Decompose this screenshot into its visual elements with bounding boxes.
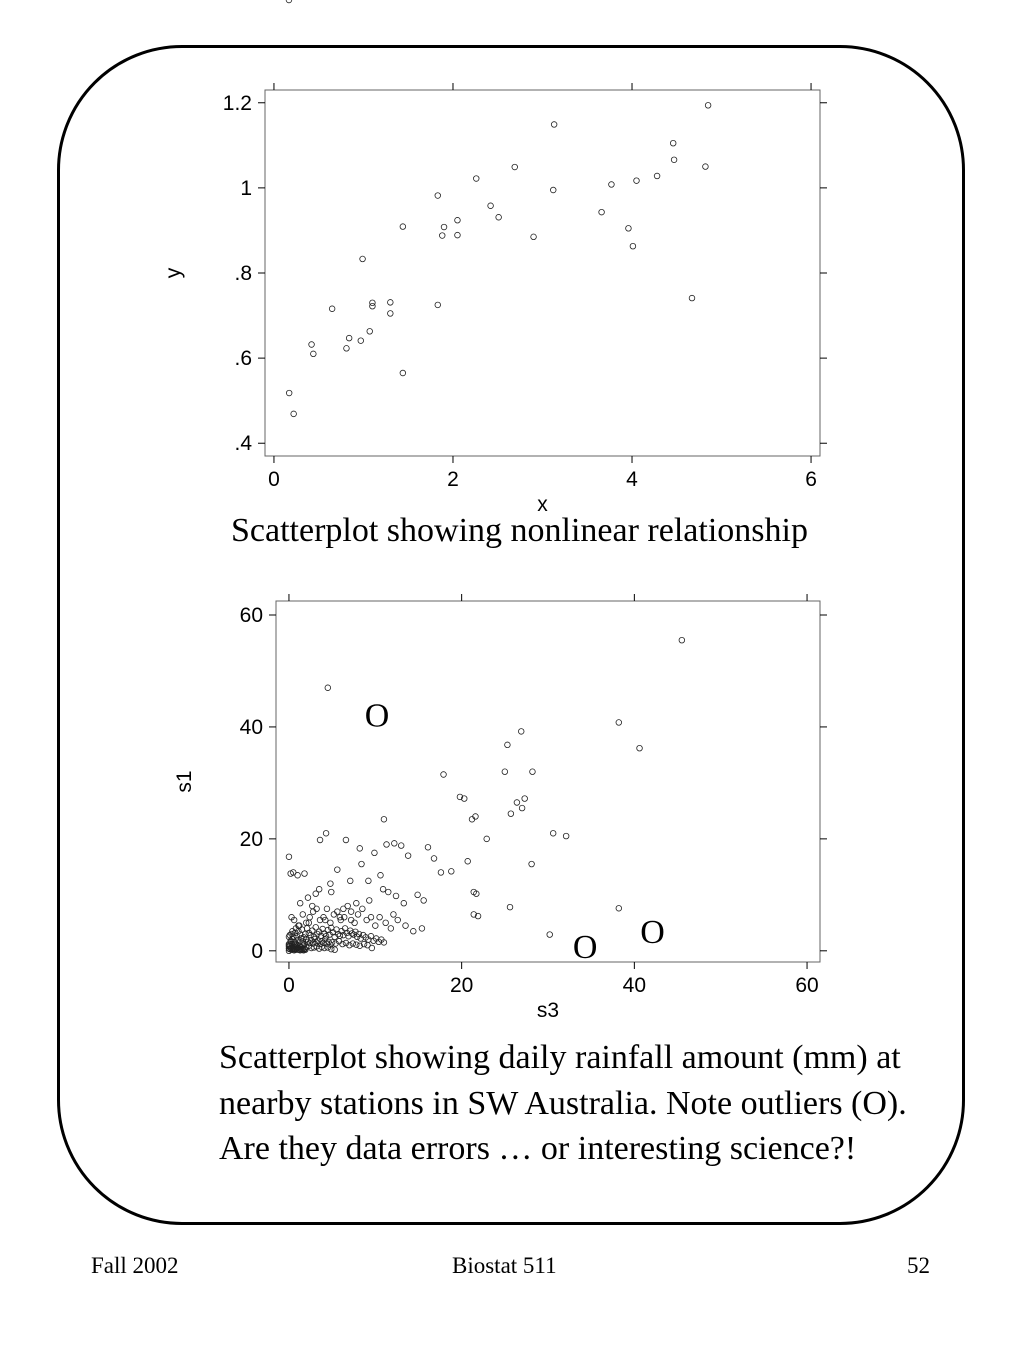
- data-point: [398, 843, 404, 849]
- data-point: [328, 881, 334, 887]
- data-point: [384, 842, 390, 848]
- y-axis-title: y: [162, 267, 185, 279]
- x-tick-label: 40: [622, 974, 647, 997]
- y-tick-label: 1: [240, 176, 252, 200]
- data-point: [328, 889, 334, 895]
- data-point: [372, 850, 378, 856]
- x-tick-label: 2: [447, 468, 459, 491]
- outlier-marker: O: [364, 697, 390, 735]
- plot2-caption: Scatterplot showing daily rainfall amount (mm) at nearby stations in SW Australia. Note outliers (O). Are they data errors … or interesting science?!: [219, 1039, 907, 1167]
- data-point: [518, 729, 524, 735]
- data-point: [303, 931, 309, 937]
- data-point: [410, 928, 416, 934]
- data-point: [431, 856, 437, 862]
- data-point: [441, 772, 447, 778]
- y-tick-label: 0: [251, 939, 263, 963]
- data-point: [529, 861, 535, 867]
- data-point: [348, 909, 354, 915]
- plot1-caption: Scatterplot showing nonlinear relationship: [231, 512, 808, 549]
- data-point: [550, 830, 556, 836]
- data-point: [563, 833, 569, 839]
- data-point: [419, 926, 425, 932]
- data-point: [405, 853, 411, 859]
- data-point: [522, 796, 528, 802]
- data-point: [395, 917, 401, 923]
- y-tick-label: 40: [239, 715, 263, 739]
- x-tick-label: 20: [449, 974, 474, 997]
- y-axis-title: s1: [173, 770, 196, 793]
- outlier-marker: O: [572, 929, 598, 967]
- data-point: [286, 854, 292, 860]
- data-point: [305, 895, 311, 901]
- y-tick-label: .4: [234, 432, 252, 456]
- data-point: [616, 720, 622, 726]
- x-axis-title: s3: [536, 999, 560, 1022]
- data-point: [377, 914, 383, 920]
- x-tick-label: 6: [805, 468, 817, 491]
- data-point: [300, 912, 306, 918]
- data-point: [332, 947, 338, 953]
- y-tick-label: .8: [234, 262, 252, 285]
- x-tick-label: 0: [268, 468, 280, 491]
- data-point: [302, 871, 308, 877]
- data-point: [391, 912, 397, 918]
- y-tick-label: 20: [239, 827, 263, 851]
- footer-date: Fall 2002: [91, 1253, 179, 1278]
- data-point: [403, 923, 409, 929]
- data-point: [381, 816, 387, 822]
- data-point: [324, 906, 330, 912]
- data-point: [378, 872, 384, 878]
- data-point: [354, 900, 360, 906]
- x-tick-label: 60: [795, 974, 819, 997]
- footer-course: Biostat 511: [452, 1253, 557, 1278]
- data-point: [323, 830, 329, 836]
- footer-page-number: 52: [907, 1253, 930, 1278]
- data-point: [415, 892, 421, 898]
- data-point: [316, 886, 322, 892]
- x-tick-label: 0: [283, 974, 295, 997]
- data-point: [616, 905, 622, 911]
- data-point: [307, 914, 313, 920]
- x-axis-title: x: [537, 493, 548, 516]
- data-point: [366, 878, 372, 884]
- y-tick-label: 1.2: [222, 91, 252, 115]
- data-point: [325, 685, 331, 691]
- data-point: [507, 904, 513, 910]
- data-point: [357, 846, 363, 852]
- data-point: [421, 898, 427, 904]
- data-point: [366, 898, 372, 904]
- data-point: [359, 861, 365, 867]
- y-tick-label: .6: [234, 347, 252, 371]
- data-point: [383, 920, 389, 926]
- data-point: [345, 903, 351, 909]
- y-tick-label: 60: [239, 603, 263, 627]
- data-point: [350, 941, 356, 947]
- data-point: [369, 945, 375, 951]
- plot-region: [276, 601, 820, 962]
- data-point: [547, 932, 553, 938]
- data-point: [343, 837, 349, 843]
- data-point: [360, 906, 366, 912]
- data-point: [347, 878, 353, 884]
- data-point: [465, 858, 471, 864]
- data-point: [380, 886, 386, 892]
- data-point: [505, 742, 511, 748]
- data-point: [448, 869, 454, 875]
- data-point: [484, 836, 490, 842]
- data-point: [295, 872, 301, 878]
- data-point: [401, 900, 407, 906]
- data-point: [391, 841, 397, 847]
- x-tick-label: 4: [626, 468, 638, 491]
- data-point: [502, 769, 508, 775]
- data-point: [637, 745, 643, 751]
- data-point: [519, 805, 525, 811]
- data-point: [385, 889, 391, 895]
- data-point: [508, 811, 514, 817]
- data-point: [393, 893, 399, 899]
- data-point: [368, 914, 374, 920]
- data-point: [388, 926, 394, 932]
- outlier-marker: O: [640, 913, 665, 951]
- data-point: [373, 923, 379, 929]
- data-point: [286, 0, 292, 3]
- data-point: [514, 800, 520, 806]
- data-point: [317, 837, 323, 843]
- data-point: [297, 900, 303, 906]
- data-point: [530, 769, 536, 775]
- data-point: [438, 870, 444, 876]
- data-point: [355, 912, 361, 918]
- data-point: [354, 942, 360, 948]
- data-point: [425, 844, 431, 850]
- data-point: [335, 867, 341, 873]
- data-point: [679, 637, 685, 643]
